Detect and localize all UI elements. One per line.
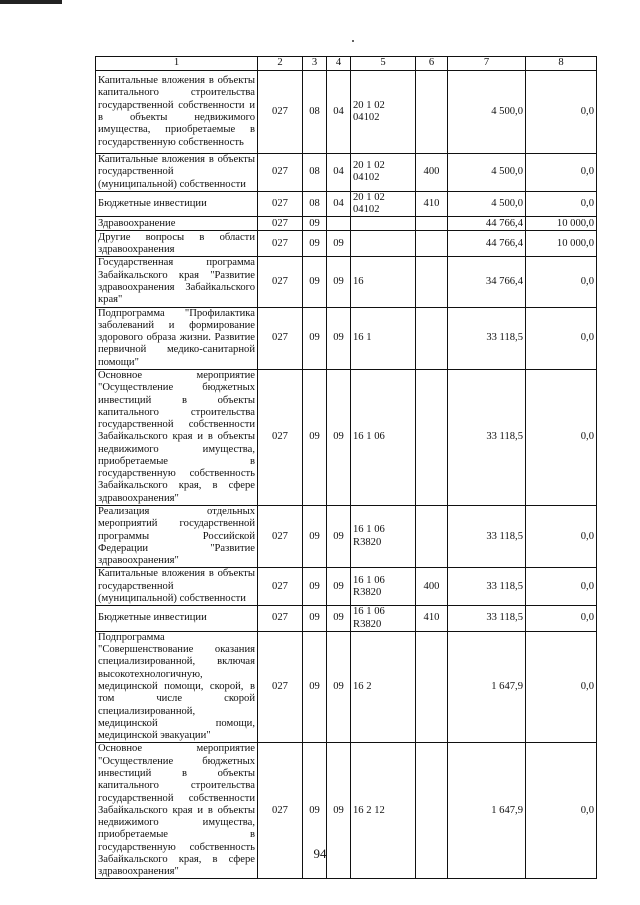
subsection-code-cell: 09 [327, 568, 351, 606]
expense-type-cell: 410 [416, 606, 448, 632]
amount-cell: 0,0 [526, 631, 597, 743]
section-code-cell: 08 [303, 191, 327, 217]
expense-type-cell [416, 257, 448, 307]
subsection-code-cell [327, 217, 351, 231]
row-name-cell: Подпрограмма "Совершенствование оказания специализированной, включая высокотехнологичную, медицинской помощи, скорой, в том числе скорой специализированной, медицинской помощи, медицинской эвакуации" [96, 631, 258, 743]
row-name-cell: Реализация отдельных мероприятий государственной программы Российской Федерации "Развитие здравоохранения" [96, 506, 258, 568]
row-name-cell: Основное мероприятие "Осуществление бюджетных инвестиций в объекты капитального строительства государственной собственности Забайкальского края и в объекты недвижимого имущества, приобретаемые в государственную собственность Забайкальского края, в сфере здравоохранения" [96, 369, 258, 505]
amount-cell: 33 118,5 [448, 369, 526, 505]
row-name-cell: Капитальные вложения в объекты капитального строительства государственной собственности и в объекты недвижимого имущества, приобретаемые в государственную собственность [96, 71, 258, 154]
table-row [96, 369, 597, 505]
subsection-code-cell: 04 [327, 191, 351, 217]
subsection-code-cell: 04 [327, 154, 351, 192]
amount-cell: 0,0 [526, 606, 597, 632]
amount-cell: 0,0 [526, 568, 597, 606]
amount-cell: 0,0 [526, 191, 597, 217]
subsection-code-cell: 09 [327, 231, 351, 257]
expense-type-cell: 400 [416, 154, 448, 192]
subsection-code-cell: 09 [327, 743, 351, 879]
admin-code-cell: 027 [258, 631, 303, 743]
table-row [96, 191, 597, 217]
row-name-cell: Подпрограмма "Профилактика заболеваний и формирование здорового образа жизни. Развитие первичной медико-санитарной помощи" [96, 307, 258, 369]
subsection-code-cell: 09 [327, 631, 351, 743]
admin-code-cell: 027 [258, 191, 303, 217]
amount-cell: 10 000,0 [526, 217, 597, 231]
amount-cell: 10 000,0 [526, 231, 597, 257]
table-row [96, 506, 597, 568]
target-article-cell: 16 2 [351, 631, 416, 743]
subsection-code-cell: 04 [327, 71, 351, 154]
amount-cell: 33 118,5 [448, 506, 526, 568]
row-name-cell: Капитальные вложения в объекты государственной (муниципальной) собственности [96, 568, 258, 606]
amount-cell: 4 500,0 [448, 71, 526, 154]
table-row [96, 568, 597, 606]
page-number: 94 [313, 846, 327, 861]
target-article-cell [351, 231, 416, 257]
expense-type-cell [416, 506, 448, 568]
amount-cell: 0,0 [526, 71, 597, 154]
section-code-cell: 09 [303, 506, 327, 568]
row-name-cell: Здравоохранение [96, 217, 258, 231]
subsection-code-cell: 09 [327, 307, 351, 369]
amount-cell: 0,0 [526, 369, 597, 505]
table-row [96, 231, 597, 257]
row-name-cell: Государственная программа Забайкальского края "Развитие здравоохранения Забайкальского края" [96, 257, 258, 307]
table-row [96, 257, 597, 307]
amount-cell: 34 766,4 [448, 257, 526, 307]
target-article-cell: 20 1 02 04102 [351, 71, 416, 154]
section-code-cell: 09 [303, 606, 327, 632]
column-header: 2 [258, 57, 303, 71]
subsection-code-cell: 09 [327, 506, 351, 568]
corner-scan-mark [0, 0, 62, 4]
section-code-cell: 09 [303, 369, 327, 505]
table-row [96, 307, 597, 369]
column-header: 1 [96, 57, 258, 71]
table-row [96, 631, 597, 743]
table-row [96, 154, 597, 192]
expense-type-cell [416, 71, 448, 154]
expense-type-cell [416, 307, 448, 369]
amount-cell: 33 118,5 [448, 606, 526, 632]
admin-code-cell: 027 [258, 217, 303, 231]
amount-cell: 44 766,4 [448, 231, 526, 257]
admin-code-cell: 027 [258, 71, 303, 154]
expense-type-cell: 410 [416, 191, 448, 217]
section-code-cell: 09 [303, 257, 327, 307]
amount-cell: 1 647,9 [448, 631, 526, 743]
target-article-cell [351, 217, 416, 231]
row-name-cell: Другие вопросы в области здравоохранения [96, 231, 258, 257]
target-article-cell: 16 1 06 [351, 369, 416, 505]
amount-cell: 0,0 [526, 154, 597, 192]
admin-code-cell: 027 [258, 506, 303, 568]
target-article-cell: 16 1 [351, 307, 416, 369]
amount-cell: 0,0 [526, 506, 597, 568]
target-article-cell: 16 2 12 [351, 743, 416, 879]
column-header: 7 [448, 57, 526, 71]
section-code-cell: 09 [303, 743, 327, 879]
column-header: 6 [416, 57, 448, 71]
admin-code-cell: 027 [258, 568, 303, 606]
section-code-cell: 09 [303, 217, 327, 231]
admin-code-cell: 027 [258, 307, 303, 369]
amount-cell: 1 647,9 [448, 743, 526, 879]
amount-cell: 33 118,5 [448, 307, 526, 369]
column-header: 4 [327, 57, 351, 71]
row-name-cell: Основное мероприятие "Осуществление бюджетных инвестиций в объекты капитального строительства государственной собственности Забайкальского края и в объекты недвижимого имущества, приобретаемые в государственную собственность Забайкальского края, в сфере здравоохранения" [96, 743, 258, 879]
scan-dot [352, 40, 354, 42]
column-header: 8 [526, 57, 597, 71]
budget-table [95, 56, 597, 879]
subsection-code-cell: 09 [327, 606, 351, 632]
row-name-cell: Капитальные вложения в объекты государственной (муниципальной) собственности [96, 154, 258, 192]
amount-cell: 44 766,4 [448, 217, 526, 231]
row-name-cell: Бюджетные инвестиции [96, 191, 258, 217]
target-article-cell: 16 1 06 R3820 [351, 506, 416, 568]
section-code-cell: 09 [303, 631, 327, 743]
column-header: 3 [303, 57, 327, 71]
target-article-cell: 16 1 06 R3820 [351, 606, 416, 632]
subsection-code-cell: 09 [327, 257, 351, 307]
admin-code-cell: 027 [258, 154, 303, 192]
target-article-cell: 20 1 02 04102 [351, 191, 416, 217]
target-article-cell: 16 [351, 257, 416, 307]
section-code-cell: 09 [303, 307, 327, 369]
amount-cell: 0,0 [526, 307, 597, 369]
admin-code-cell: 027 [258, 257, 303, 307]
section-code-cell: 09 [303, 231, 327, 257]
expense-type-cell [416, 369, 448, 505]
column-header: 5 [351, 57, 416, 71]
admin-code-cell: 027 [258, 369, 303, 505]
amount-cell: 4 500,0 [448, 191, 526, 217]
expense-type-cell [416, 631, 448, 743]
table-row [96, 71, 597, 154]
table-row [96, 606, 597, 632]
expense-type-cell [416, 231, 448, 257]
amount-cell: 33 118,5 [448, 568, 526, 606]
subsection-code-cell: 09 [327, 369, 351, 505]
table-header-row [96, 57, 597, 71]
target-article-cell: 16 1 06 R3820 [351, 568, 416, 606]
amount-cell: 4 500,0 [448, 154, 526, 192]
row-name-cell: Бюджетные инвестиции [96, 606, 258, 632]
expense-type-cell: 400 [416, 568, 448, 606]
expense-type-cell [416, 217, 448, 231]
target-article-cell: 20 1 02 04102 [351, 154, 416, 192]
table-row [96, 217, 597, 231]
amount-cell: 0,0 [526, 257, 597, 307]
amount-cell: 0,0 [526, 743, 597, 879]
admin-code-cell: 027 [258, 231, 303, 257]
admin-code-cell: 027 [258, 743, 303, 879]
section-code-cell: 08 [303, 71, 327, 154]
section-code-cell: 09 [303, 568, 327, 606]
admin-code-cell: 027 [258, 606, 303, 632]
section-code-cell: 08 [303, 154, 327, 192]
